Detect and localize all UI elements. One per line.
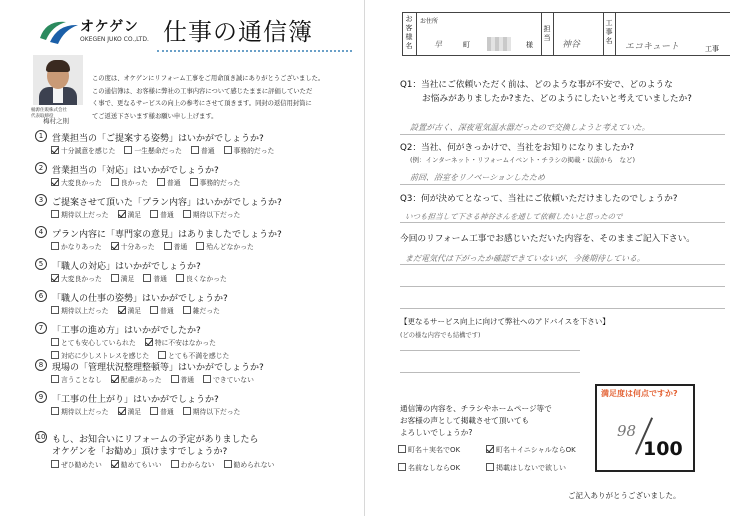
answer-option[interactable] [183,209,241,219]
checkbox-icon[interactable] [51,375,59,383]
koji-label-cell [604,13,616,55]
answer-options [51,374,263,387]
checked-checkbox-icon[interactable] [145,338,153,346]
tanto-value-cell [554,13,604,55]
answer-option[interactable] [51,406,109,416]
answer-options [51,145,283,158]
intro-line: く事で、更なるサービスの向上の参考にさせて頂きます。同封の返信用封筒に [92,100,312,107]
checkbox-icon[interactable] [171,460,179,468]
answer-label: わからない [180,461,215,469]
question-number: 1 [35,130,47,142]
answer-line [400,286,725,287]
answer-label: 期待以下だった [192,408,241,416]
checkbox-icon[interactable] [51,407,59,415]
answer-line [400,134,725,135]
answer-label: 普通 [173,243,188,251]
street-value: 早 [434,40,442,49]
koji-value: エコキュート [625,42,680,52]
answer-label: 十分あった [120,243,155,251]
checkbox-icon[interactable] [51,210,59,218]
answer-option[interactable] [196,241,254,251]
publish-option-label: 町名＋イニシャルならOK [496,446,576,454]
answer-label: 対応に少しストレスを感じた [61,352,150,360]
answer-label: とても不満を感じた [168,352,230,360]
answer-options [51,305,229,318]
checkbox-icon[interactable] [51,306,59,314]
intro-line: この通信簿は、お客様に弊社の工事内容について感じたままに評価していただ [92,87,313,95]
customer-label: お客様名 [405,15,413,50]
redacted-name [487,37,511,51]
question-number: 4 [35,226,47,238]
q1-answer: 設置が古く、深夜電気温水器だったので交換しようと考えていた。 [409,123,651,132]
publish-option[interactable] [486,445,576,455]
checkbox-icon[interactable] [111,178,119,186]
score-value: 98 [617,422,637,440]
answer-label: 雑だった [192,307,220,315]
publish-option-label: 掲載はしないで欲しい [496,464,566,472]
answer-option[interactable] [224,145,275,155]
answer-option[interactable] [224,459,275,469]
answer-option[interactable] [203,374,254,384]
logo-mark-icon [36,16,82,46]
answer-label: 大変良かった [61,275,102,283]
president-caption [31,108,91,126]
answer-line [400,222,725,223]
answer-line [400,184,725,185]
answer-label: 期待以上だった [61,408,109,416]
president-photo [33,55,83,105]
answer-option[interactable] [150,305,174,315]
question-text: 「工事の進め方」はいかがでしたか? [52,326,201,336]
question-text-2: オケゲンを「お勧め」頂けますでしょうか? [52,447,228,457]
answer-label: 満足 [127,307,142,315]
answer-option[interactable] [157,177,181,187]
checked-checkbox-icon[interactable] [111,375,119,383]
answer-option[interactable] [51,209,109,219]
publish-question [400,403,552,439]
answer-option[interactable] [111,374,162,384]
impression-answer: まだ電気代は下がったか確認できていないが、今後期待している。 [404,254,646,263]
answer-label: 期待以下だった [192,211,241,219]
answer-option[interactable] [51,145,115,155]
town-label: 町 [463,41,470,49]
checkbox-icon[interactable] [51,460,59,468]
question-number: 10 [36,433,46,441]
thanks-text: ご記入ありがとうございました。 [568,491,681,500]
answer-option[interactable] [145,337,216,347]
title-underline [157,50,352,52]
checkbox-icon[interactable] [398,445,406,453]
answer-options [51,177,249,190]
answer-options [51,209,249,222]
question-text: ご提案させて頂いた「プラン内容」はいかがでしょうか? [52,198,282,208]
checkbox-icon[interactable] [224,460,232,468]
question-text: 営業担当の「ご提案する姿勢」はいかがでしょうか? [52,134,264,144]
advice-title: 【更なるサービス向上に向けて弊社へのアドバイスを下さい】 [400,317,610,326]
intro-line: てご返送下さいます様お願い申し上げます。 [92,112,218,120]
answer-line [400,264,725,265]
checked-checkbox-icon[interactable] [118,306,126,314]
checked-checkbox-icon[interactable] [51,146,59,154]
answer-label: かなりあった [61,243,102,251]
answer-option[interactable] [118,305,142,315]
answer-line [400,372,580,373]
checkbox-icon[interactable] [224,146,232,154]
answer-label: 普通 [180,376,195,384]
koji-suffix: 工事 [705,45,719,53]
answer-label: 配慮があった [120,376,162,384]
answer-label: 期待以上だった [61,211,109,219]
checkbox-icon[interactable] [150,407,158,415]
answer-option[interactable] [150,209,174,219]
answer-label: 普通 [160,211,174,219]
checkbox-icon[interactable] [51,338,59,346]
publish-option-label: 町名＋実名でOK [408,446,461,454]
answer-label: 普通 [160,408,174,416]
q2-hint: (例：インターネット・リフォームイベント・チラシの掲載・以前から など) [410,156,636,164]
score-heading: 満足度は何点ですか? [601,389,678,398]
checkbox-icon[interactable] [196,242,204,250]
answer-option[interactable] [124,145,182,155]
answer-option[interactable] [183,305,220,315]
checkbox-icon[interactable] [150,306,158,314]
answer-option[interactable] [190,177,241,187]
answer-label: 事務的だった [199,179,241,187]
answer-options [51,241,263,254]
checkbox-icon[interactable] [164,242,172,250]
checked-checkbox-icon[interactable] [486,445,494,453]
company-logo [36,15,156,47]
answer-option[interactable] [118,406,142,416]
checkbox-icon[interactable] [398,463,406,471]
answer-line [400,350,580,351]
score-box [595,384,695,472]
checkbox-icon[interactable] [111,274,119,282]
answer-option[interactable] [171,374,195,384]
question-number: 7 [35,322,47,334]
question-number: 8 [35,359,47,371]
tanto-label-cell [542,13,554,55]
customer-label-cell [403,13,417,55]
question-number: 2 [35,162,47,174]
answer-label: 良くなかった [185,275,227,283]
answer-label: 殆んどなかった [206,243,254,251]
answer-options [51,406,249,419]
answer-option[interactable] [118,209,142,219]
checked-checkbox-icon[interactable] [118,407,126,415]
answer-label: 満足 [127,408,142,416]
q2-answer: 前回、浴室をリノベーションしたため [409,173,546,182]
question-number: 3 [35,194,47,206]
question-text: 「職人の対応」はいかがでしょうか? [52,262,201,272]
publish-line: よろしいでしょうか? [400,428,473,437]
right-page [365,0,730,516]
answer-label: 勧められない [233,461,275,469]
answer-option[interactable] [51,241,102,251]
checkbox-icon[interactable] [158,351,166,359]
question-text: プラン内容に「専門家の意見」はありましたでしょうか? [52,230,282,240]
checked-checkbox-icon[interactable] [111,242,119,250]
answer-label: 満足 [127,211,142,219]
answer-option[interactable] [150,406,174,416]
answer-label: 普通 [160,307,174,315]
answer-label: できていない [213,376,254,384]
answer-option[interactable] [51,350,149,360]
checkbox-icon[interactable] [191,146,199,154]
address-label: お住所 [420,18,439,25]
publish-option[interactable] [398,463,460,473]
checked-checkbox-icon[interactable] [111,460,119,468]
checked-checkbox-icon[interactable] [51,178,59,186]
checkbox-icon[interactable] [150,210,158,218]
checked-checkbox-icon[interactable] [118,210,126,218]
caption-name: 梅村之則 [43,117,69,125]
answer-label: 普通 [166,179,181,187]
checkbox-icon[interactable] [183,407,191,415]
answer-option[interactable] [51,273,102,283]
question-text: 「職人の仕事の姿勢」はいかがでしょうか? [52,294,228,304]
answer-label: 一生懸命だった [134,147,182,155]
tanto-value: 神谷 [562,40,581,50]
koji-label: 工事名 [605,19,613,45]
checkbox-icon[interactable] [124,146,132,154]
page-title: 仕事の通信簿 [163,18,313,46]
answer-label: 満足 [120,275,135,283]
answer-label: 大変良かった [61,179,102,187]
answer-option[interactable] [111,459,162,469]
answer-option[interactable] [51,305,109,315]
answer-label: 期待以上だった [61,307,109,315]
question-text: 「工事の仕上がり」はいかがでしょうか? [52,395,219,405]
answer-label: 事務的だった [233,147,275,155]
answer-option[interactable] [51,374,102,384]
intro-line: この度は、オケゲンにリフォーム工事をご用命頂き誠にありがとうございました。 [92,75,325,82]
answer-label: 勧めてもいい [120,461,162,469]
answer-option[interactable] [111,177,148,187]
answer-label: 特に不安はなかった [154,339,216,347]
intro-text [92,73,357,123]
answer-option[interactable] [171,459,215,469]
impression-text: 今回のリフォーム工事でお感じいただいた内容を、そのままご記入下さい。 [400,234,695,244]
answer-option[interactable] [143,273,167,283]
caption-role: 代表取締役 [31,114,54,119]
checkbox-icon[interactable] [183,210,191,218]
answer-option[interactable] [111,273,135,283]
question-number: 9 [35,391,47,403]
checkbox-icon[interactable] [183,306,191,314]
publish-line: 通信簿の内容を、チラシやホームページ等で [400,404,552,413]
brand-name: オケゲン [80,19,139,35]
customer-info-box [402,12,730,56]
answer-line [400,308,725,309]
answer-label: ぜひ勧めたい [61,461,102,469]
question-number: 5 [35,258,47,270]
checkbox-icon[interactable] [51,242,59,250]
answer-options [51,273,236,286]
answer-option[interactable] [191,145,215,155]
q2-text: Q2：当社、何がきっかけで、当社をお知りになりましたか? [400,143,634,153]
answer-option[interactable] [51,177,102,187]
answer-label: 普通 [153,275,167,283]
question-text: 営業担当の「対応」はいかがでしょうか? [52,166,219,176]
checkbox-icon[interactable] [176,274,184,282]
answer-option[interactable] [183,406,241,416]
answer-label: 良かった [120,179,148,187]
checkbox-icon[interactable] [203,375,211,383]
question-text: もし、お知合いにリフォームの予定がありましたら [52,435,259,445]
sama-label: 様 [526,41,533,49]
answer-options [51,459,283,472]
answer-option[interactable] [51,337,136,347]
publish-option[interactable] [398,445,460,455]
answer-label: 普通 [200,147,215,155]
answer-option[interactable] [164,241,188,251]
checkbox-icon[interactable] [51,351,59,359]
tanto-label: 担当 [543,25,551,42]
checkbox-icon[interactable] [486,463,494,471]
publish-option-label: 名前なしならOK [408,464,461,472]
caption-company: 桶源住販株式会社 [31,108,67,113]
q1-text-2: お悩みがありましたか?また、どのようにしたいと考えていましたか? [422,94,692,104]
publish-line: お客様の声として掲載させて頂いても [400,416,530,425]
brand-sub: OKEGEN JUKO CO.,LTD. [80,36,149,43]
q3-answer: いつも担当して下さる神谷さんを通して依頼したいと思ったので [404,212,623,221]
advice-sub: (どの様な内容でも結構です) [400,332,481,339]
answer-label: 言うことなし [61,376,102,384]
answer-label: 十分誠意を感じた [61,147,116,155]
checkbox-icon[interactable] [171,375,179,383]
q1-text-1: Q1：当社にご依頼いただく前は、どのような事が不安で、どのような [400,80,673,90]
checkbox-icon[interactable] [190,178,198,186]
answer-option[interactable] [176,273,227,283]
customer-name-cell [417,13,542,55]
answer-option[interactable] [51,459,102,469]
checked-checkbox-icon[interactable] [51,274,59,282]
score-total: 100 [643,438,683,460]
question-number: 6 [35,290,47,302]
checkbox-icon[interactable] [143,274,151,282]
answer-option[interactable] [111,241,155,251]
checkbox-icon[interactable] [157,178,165,186]
answer-option[interactable] [158,350,229,360]
publish-option[interactable] [486,463,566,473]
question-text: 現場の「管理状況整理整頓等」はいかがでしょうか? [52,363,264,373]
answer-label: とても安心していられた [61,339,136,347]
q3-text: Q3：何が決めてとなって、当社にご依頼いただけましたのでしょうか? [400,194,678,204]
